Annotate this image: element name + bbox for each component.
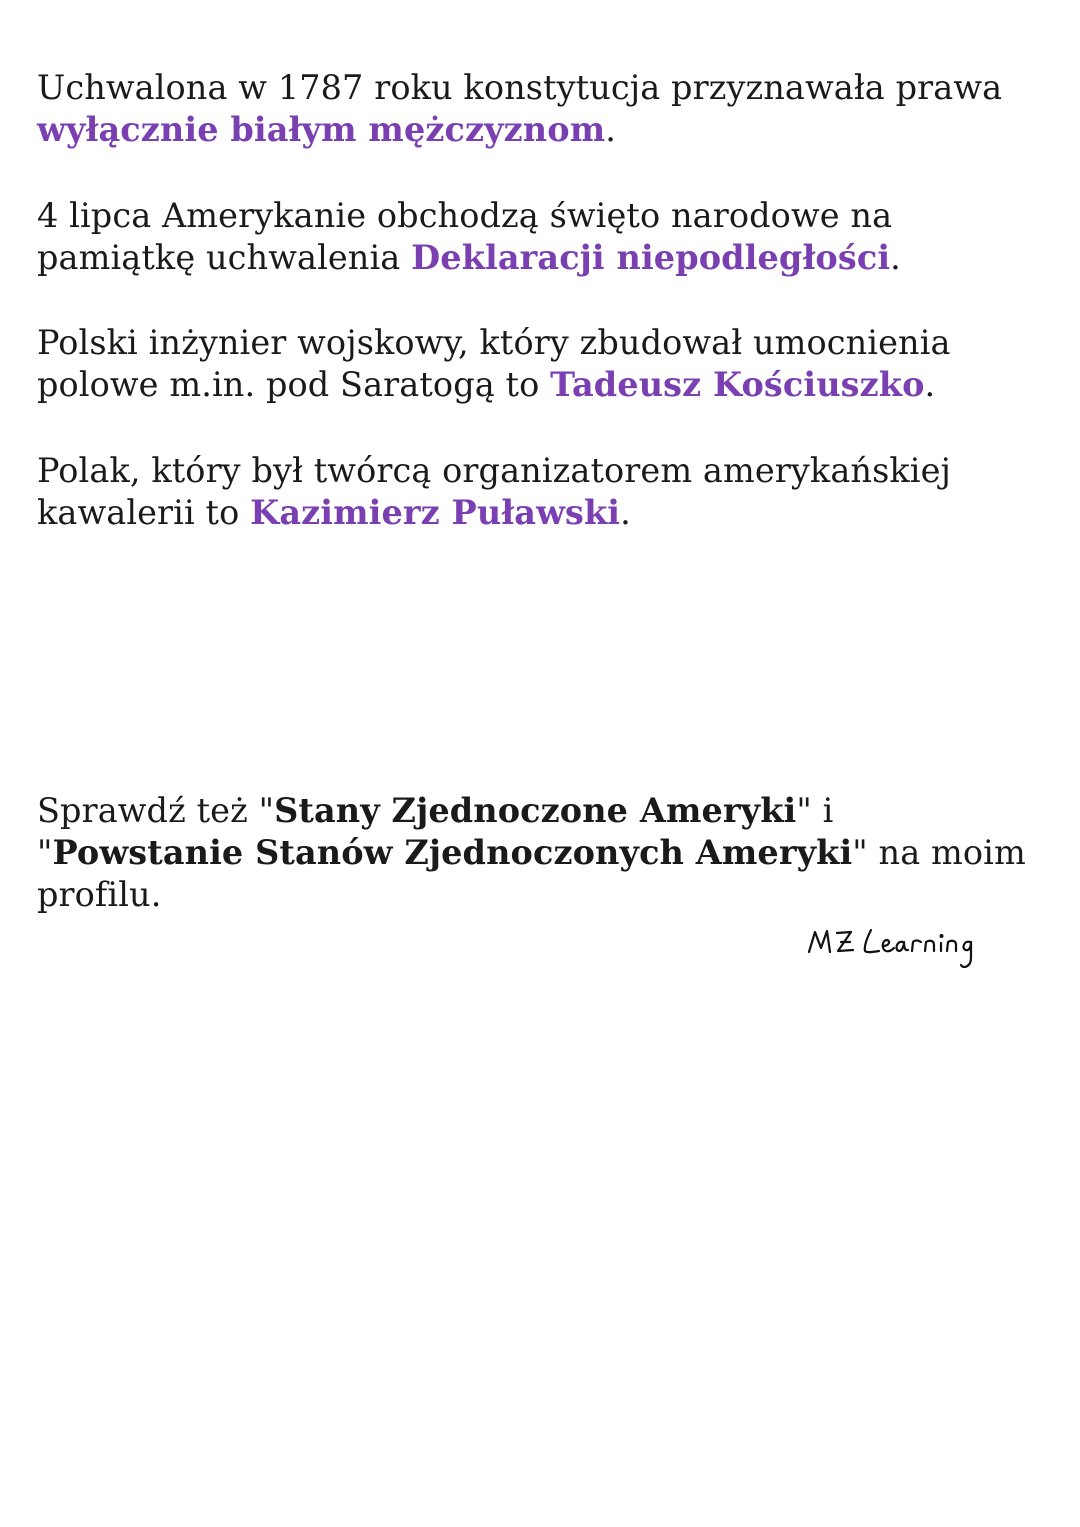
signature-handwriting (809, 930, 971, 967)
paragraph-pulaski (37, 450, 1047, 534)
paragraph-constitution (37, 67, 1047, 151)
footer-text: " i " (37, 791, 834, 872)
paragraph-text: Polak, który był twórcą organizatorem amerykańskiej kawalerii to (37, 451, 951, 532)
footer-text: Sprawdź też " (37, 791, 275, 830)
paragraph-text: Polski inżynier wojskowy, który zbudował umocnienia polowe m.in. pod Saratogą to (37, 323, 951, 404)
paragraph-end: . (924, 365, 936, 404)
highlighted-answer: Deklaracji niepodległości (411, 238, 891, 277)
footer-note (37, 790, 1047, 916)
related-title-1: Stany Zjednoczone Ameryki (274, 791, 797, 830)
paragraph-kosciuszko (37, 322, 1047, 406)
paragraph-end: . (890, 238, 901, 277)
paragraph-end: . (620, 493, 631, 532)
highlighted-answer: Tadeusz Kościuszko (550, 365, 925, 404)
paragraph-independence-day (37, 195, 1047, 279)
footer-text: " na moim profilu. (37, 833, 1026, 914)
signature-logo (805, 912, 1045, 982)
paragraph-end: . (605, 110, 616, 149)
highlighted-answer: Kazimierz Puławski (250, 493, 621, 532)
paragraph-text: 4 lipca Amerykanie obchodzą święto narodowe na pamiątkę uchwalenia (37, 196, 893, 277)
highlighted-answer: wyłącznie białym mężczyznom (37, 110, 606, 149)
related-title-2: Powstanie Stanów Zjednoczonych Ameryki (52, 833, 853, 872)
paragraph-text: Uchwalona w 1787 roku konstytucja przyznawała prawa (37, 68, 1003, 107)
